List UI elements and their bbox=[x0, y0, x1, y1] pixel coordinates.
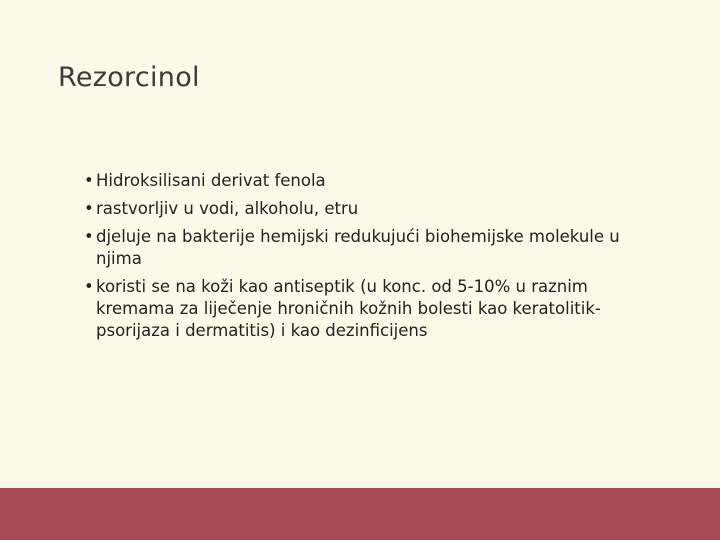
bullet-item bbox=[82, 170, 652, 192]
bullet-text: Hidroksilisani derivat fenola bbox=[96, 171, 326, 190]
footer-bar bbox=[0, 488, 720, 540]
bullet-icon: • bbox=[84, 227, 94, 246]
bullet-list bbox=[82, 170, 652, 348]
bullet-icon: • bbox=[84, 277, 94, 296]
bullet-icon: • bbox=[84, 171, 94, 190]
bullet-text: rastvorljiv u vodi, alkoholu, etru bbox=[96, 199, 359, 218]
slide-title: Rezorcinol bbox=[58, 62, 200, 93]
bullet-item bbox=[82, 198, 652, 220]
bullet-item bbox=[82, 226, 652, 270]
bullet-text: koristi se na koži kao antiseptik (u konc. od 5-10% u raznim kremama za liječenje hroničnih kožnih bolesti kao keratolitik-psorijaza i dermatitis) i kao dezinficijens bbox=[96, 277, 601, 340]
bullet-icon: • bbox=[84, 199, 94, 218]
bullet-item bbox=[82, 276, 652, 342]
bullet-text: djeluje na bakterije hemijski redukujući biohemijske molekule u njima bbox=[96, 227, 620, 268]
